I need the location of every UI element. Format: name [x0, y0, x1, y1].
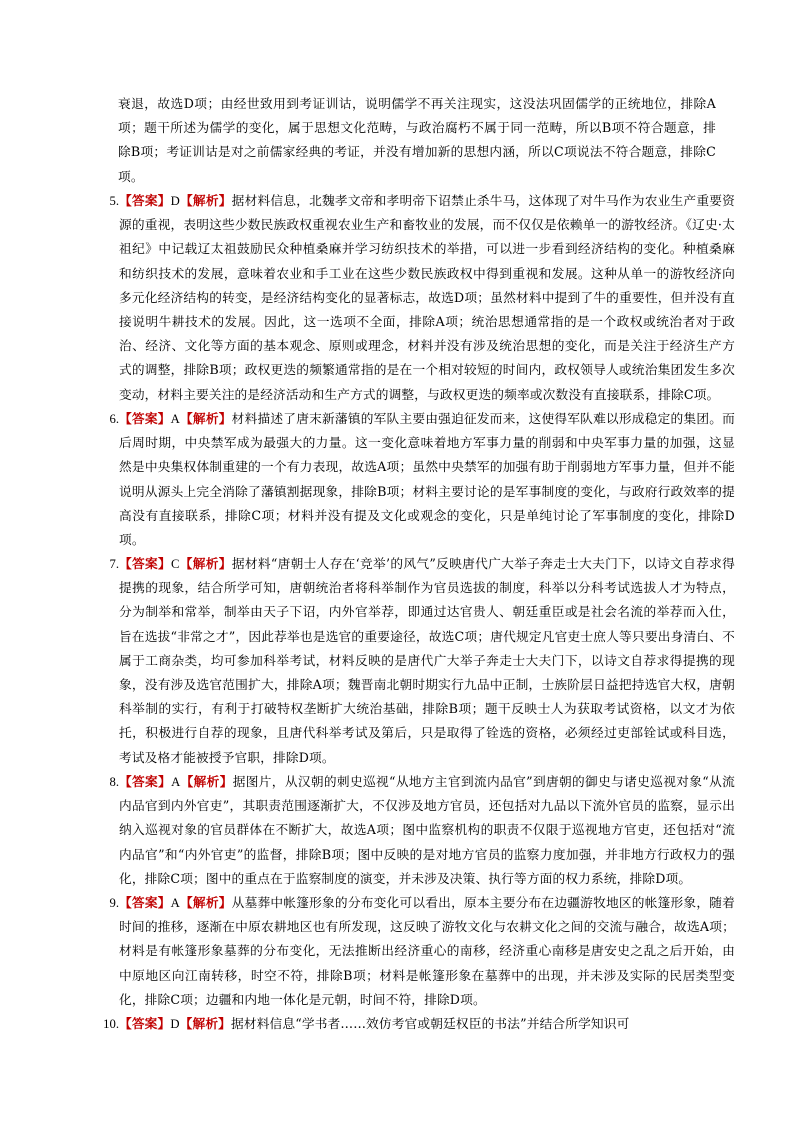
paragraph-text: 衰退，故选D项；由经世致用到考证训诂，说明儒学不再关注现实，这没法巩固儒学的正统地位，排除A项；题干所述为儒学的变化，属于思想文化范畴，与政治腐朽不属于同一范畴，所以B项不符合题意，排除B项；考证训诂是对之前儒家经典的考证，并没有增加新的思想内涵，所以C项说法不符合题意，排除C项。: [118, 96, 716, 184]
question-number: 9.: [109, 896, 119, 910]
analysis-text: 据材料“唐朝士人存在‘竞举’的风气”反映唐代广大举子奔走士大夫门下，以诗文自荐求得提携的现象，结合所学可知，唐朝统治者将科举制作为官员选拔的制度，科举以分科考试选拔人才为特点，分为制举和常举，制举由天子下诏，内外官举荐，即通过达官贵人、朝廷重臣或是社会名流的举荐而入仕，旨在选拔“非常之才”，因此荐举也是选官的重要途径，故选C项；唐代规定凡官吏士庶人等只要出身清白、不属于工商杂类，均可参加科举考试，材料反映的是唐代广大举子奔走士大夫门下，以诗文自荐求得提携的现象，没有涉及选官范围扩大，排除A项；魏晋南北朝时期实行九品中正制，士族阶层日益把持选官大权，唐朝科举制的实行，有利于打破特权垄断扩大统治基础，排除B项；题干反映士人为获取考试资格，以文才为依托，积极进行自荐的现象，且唐代科举考试及第后，只是取得了铨选的资格，必须经过吏部铨试或科目选，考试及格才能被授予官职，排除D项。: [119, 556, 735, 765]
answer-letter: C: [171, 557, 180, 571]
question-number: 5.: [109, 194, 119, 208]
question-number: 6.: [109, 412, 119, 426]
analysis-text: 据材料信息“学书者……效仿考官或朝廷权臣的书法”并结合所学知识可: [231, 1016, 630, 1031]
analysis-text: 材料描述了唐末新藩镇的军队主要由强迫征发而来，这使得军队难以形成稳定的集团。而后周时期，中央禁军成为最强大的力量。这一变化意味着地方军事力量的削弱和中央军事力量的加强，这显然是中央集权体制重建的一个有力表现，故选A项；虽然中央禁军的加强有助于削弱地方军事力量，但并不能说明从源头上完全消除了藩镇割据现象，排除B项；材料主要讨论的是军事制度的变化，与政府行政效率的提高没有直接联系，排除C项；材料并没有提及文化或观念的变化，只是单纯讨论了军事制度的变化，排除D项。: [119, 411, 735, 548]
answer-body: [119, 407, 735, 552]
analysis-text: 从墓葬中帐篷形象的分布变化可以看出，原本主要分布在边疆游牧地区的帐篷形象，随着时间的推移，逐渐在中原农耕地区也有所发现，这反映了游牧文化与农耕文化之间的交流与融合，故选A项；材料是有帐篷形象墓葬的分布变化，无法推断出经济重心的南移，经济重心南移是唐安史之乱之后开始，由中原地区向江南转移，时空不符，排除B项；材料是帐篷形象在墓葬中的出现，并未涉及实际的民居类型变化，排除C项；边疆和内地一体化是元朝，时间不符，排除D项。: [119, 895, 735, 1007]
analysis-tag: 【解析】: [179, 193, 232, 208]
answer-letter: A: [170, 412, 180, 426]
answer-tag: 【答案】: [119, 411, 171, 426]
answer-letter: D: [170, 194, 180, 208]
answer-tag: 【答案】: [119, 193, 171, 208]
answer-item-10: [95, 1012, 735, 1036]
answer-body: [119, 189, 735, 407]
analysis-tag: 【解析】: [180, 774, 233, 789]
answer-tag: 【答案】: [119, 895, 171, 910]
analysis-text: 据图片，从汉朝的刺史巡视“从地方主官到流内品官”到唐朝的御史与诸史巡视对象“从流内品官到内外官吏”，其职责范围逐渐扩大，不仅涉及地方官员，还包括对九品以下流外官员的监察，显示出纳入巡视对象的官员群体在不断扩大，故选A项；图中监察机构的职责不仅限于巡视地方官吏，还包括对“流内品官”和“内外官吏”的监督，排除B项；图中反映的是对地方官员的监察力度加强，并非地方行政权力的强化，排除C项；图中的重点在于监察制度的演变，并未涉及决策、执行等方面的权力系统，排除D项。: [119, 774, 735, 886]
answer-body: [119, 552, 735, 770]
analysis-tag: 【解析】: [179, 1016, 232, 1031]
question-number: 8.: [109, 775, 119, 789]
answer-item-6: [95, 407, 735, 552]
answer-letter: D: [170, 1017, 180, 1031]
answer-body: [119, 1012, 735, 1036]
answer-letter: A: [171, 775, 181, 789]
answer-body: [119, 891, 735, 1012]
analysis-text: 据材料信息，北魏孝文帝和孝明帝下诏禁止杀牛马，这体现了对牛马作为农业生产重要资源的重视，表明这些少数民族政权重视农业生产和畜牧业的发展，而不仅仅是依赖单一的游牧经济。《辽史·太祖纪》中记载辽太祖鼓励民众种植桑麻并学习纺织技术的举措，可以进一步看到经济结构的变化。种植桑麻和纺织技术的发展，意味着农业和手工业在这些少数民族政权中得到重视和发展。这种从单一的游牧经济向多元化经济结构的转变，是经济结构变化的显著标志，故选D项；虽然材料中提到了牛的重要性，但并没有直接说明牛耕技术的发展。因此，这一选项不全面，排除A项；统治思想通常指的是一个政权或统治者对于政治、经济、文化等方面的基本观念、原则或理念，材料并没有涉及统治思想的变化，而是关注于经济生产方式的调整，排除B项；政权更迭的频繁通常指的是在一个相对较短的时间内，政权领导人或统治集团发生多次变动，材料主要关注的是经济活动和生产方式的调整，与政权更迭的频率或次数没有直接联系，排除C项。: [119, 193, 735, 402]
question-number: 10.: [103, 1017, 119, 1031]
answer-item-9: [95, 891, 735, 1012]
answer-item-8: [95, 770, 735, 891]
answer-item-5: [95, 189, 735, 407]
analysis-tag: 【解析】: [179, 895, 232, 910]
analysis-tag: 【解析】: [179, 556, 232, 571]
answer-body: [119, 770, 735, 891]
continuation-paragraph: [118, 92, 716, 189]
answer-tag: 【答案】: [119, 556, 172, 571]
answer-tag: 【答案】: [119, 774, 172, 789]
question-number: 7.: [109, 557, 119, 571]
answer-letter: A: [170, 896, 180, 910]
answer-item-7: [95, 552, 735, 770]
analysis-tag: 【解析】: [179, 411, 232, 426]
answer-tag: 【答案】: [119, 1016, 171, 1031]
